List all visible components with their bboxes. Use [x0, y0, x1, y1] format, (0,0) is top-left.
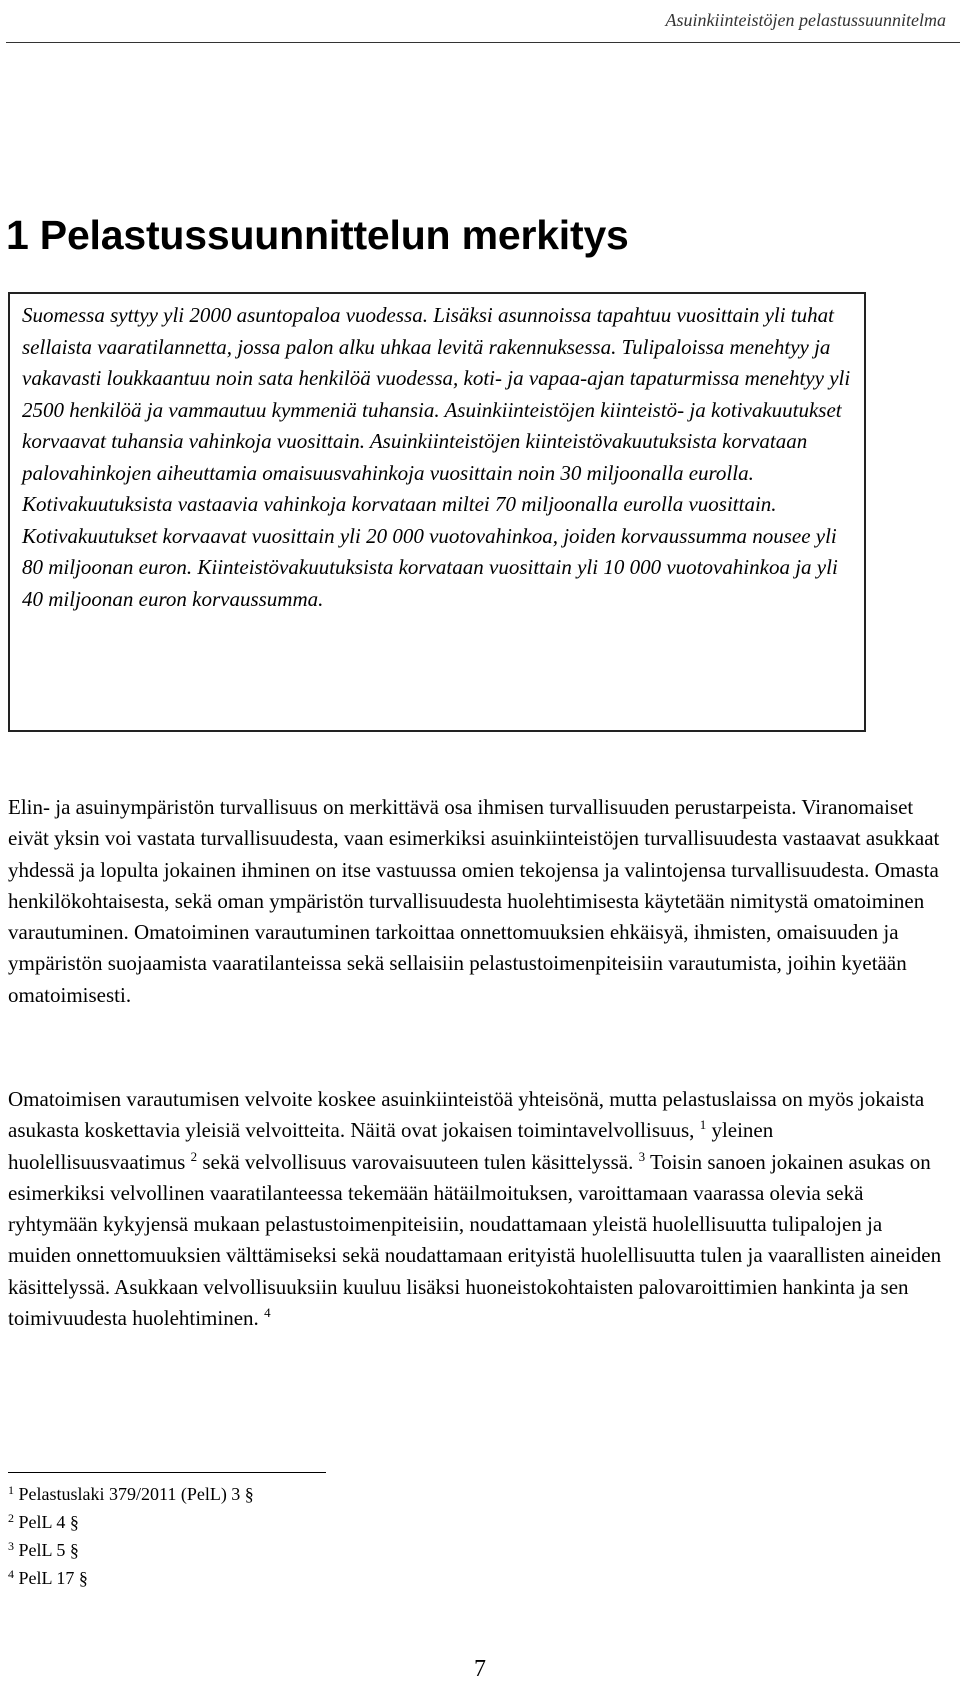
infobox-text: Suomessa syttyy yli 2000 asuntopaloa vuodessa. Lisäksi asunnoissa tapahtuu vuosittain yli tuhat sellaista vaaratilannetta, jossa palon alku uhkaa levitä rakennuksessa. Tulipaloissa menehtyy ja vakavasti loukkaantuu noin sata henkilöä vuodessa, koti- ja vapaa-ajan tapaturmissa menehtyy yli 2500 henkilöä ja vammautuu kymmeniä tuhansia. Asuinkiinteistöjen kiinteistö- ja kotivakuutukset korvaavat tuhansia vahinkoja vuosittain. Asuinkiinteistöjen kiinteistövakuutuksista korvataan palovahinkojen aiheuttamia omaisuusvahinkoja vuosittain noin 30 miljoonalla eurolla. Kotivakuutuksista vastaavia vahinkoja korvataan miltei 70 miljoonalla eurolla vuosittain. Kotivakuutukset korvaavat vuosittain yli 20 000 vuotovahinkoa, joiden korvaussumma nousee yli 80 miljoonan euron. Kiinteistövakuutuksista korvataan vuosittain yli 10 000 vuotovahinkoa ja yli 40 miljoonan euron korvaussumma.: [22, 303, 851, 611]
footnote-text: PelL 4 §: [18, 1512, 79, 1532]
footnote-text: PelL 17 §: [18, 1568, 88, 1588]
body-paragraph-2: [8, 1084, 948, 1334]
footnote-item: [8, 1564, 608, 1592]
statistics-infobox: [8, 292, 866, 732]
paragraph-text: yleinen huolellisuusvaatimus: [8, 1118, 774, 1174]
footnote-item: [8, 1536, 608, 1564]
footnote-item: [8, 1508, 608, 1536]
footnote-separator: [8, 1472, 326, 1473]
footnote-number: 2: [8, 1511, 14, 1525]
paragraph-text: Toisin sanoen jokainen asukas on esimerkiksi velvollinen vaaratilanteessa tekemään hätäilmoituksen, varoittamaan vaarassa olevia sekä ryhtymään kykyjensä mukaan pelastustoimenpiteisiin, noudattamaan yleistä huolellisuutta tulipalojen ja muiden onnettomuuksien välttämiseksi sekä noudattamaan erityistä huolellisuutta tulen ja vaarallisten aineiden käsittelyssä. Asukkaan velvollisuuksiin kuuluu lisäksi huoneistokohtaisten palovaroittimien hankinta ja sen toimivuudesta huolehtiminen.: [8, 1149, 942, 1331]
footnote-ref-2[interactable]: 2: [190, 1148, 198, 1164]
running-header-title: Asuinkiinteistöjen pelastussuunnitelma: [665, 10, 946, 30]
footnote-number: 4: [8, 1567, 14, 1581]
footnote-number: 1: [8, 1483, 14, 1497]
page-number: 7: [474, 1656, 486, 1682]
footnotes-list: [8, 1480, 608, 1592]
page-header: [0, 0, 960, 44]
header-divider: [6, 42, 960, 43]
footnote-number: 3: [8, 1539, 14, 1553]
body-paragraph-1: Elin- ja asuinympäristön turvallisuus on merkittävä osa ihmisen turvallisuuden perustarpeista. Viranomaiset eivät yksin voi vastata turvallisuudesta, vaan esimerkiksi asuinkiinteistöjen turvallisuudesta vastaavat asukkaat yhdessä ja lopulta jokainen ihminen on itse vastuussa omien tekojensa ja valintojensa turvallisuudesta. Omasta henkilökohtaisesta, sekä oman ympäristön turvallisuudesta huolehtimisesta käytetään nimitystä omatoiminen varautuminen. Omatoiminen varautuminen tarkoittaa onnettomuuksien ehkäisyä, ihmisten, omaisuuden ja ympäristön suojaamista vaaratilanteissa sekä sellaisiin pelastustoimenpiteisiin varautumista, joihin kyetään omatoimisesti.: [8, 795, 940, 1007]
footnote-ref-3[interactable]: 3: [638, 1148, 646, 1164]
footnote-text: PelL 5 §: [18, 1540, 79, 1560]
footnote-ref-4[interactable]: 4: [264, 1305, 271, 1321]
paragraph-text: Omatoimisen varautumisen velvoite koskee asuinkiinteistöä yhteisönä, mutta pelastuslaissa on myös jokaista asukasta koskettavia yleisiä velvoitteita. Näitä ovat jokaisen toimintavelvollisuus,: [8, 1087, 925, 1143]
footnote-text: Pelastuslaki 379/2011 (PelL) 3 §: [18, 1484, 254, 1504]
footnote-item: [8, 1480, 608, 1508]
paragraph-text: sekä velvollisuus varovaisuuteen tulen käsittelyssä.: [197, 1149, 639, 1174]
footnote-ref-1[interactable]: 1: [699, 1117, 707, 1133]
chapter-title: 1 Pelastussuunnittelun merkitys: [6, 212, 629, 258]
